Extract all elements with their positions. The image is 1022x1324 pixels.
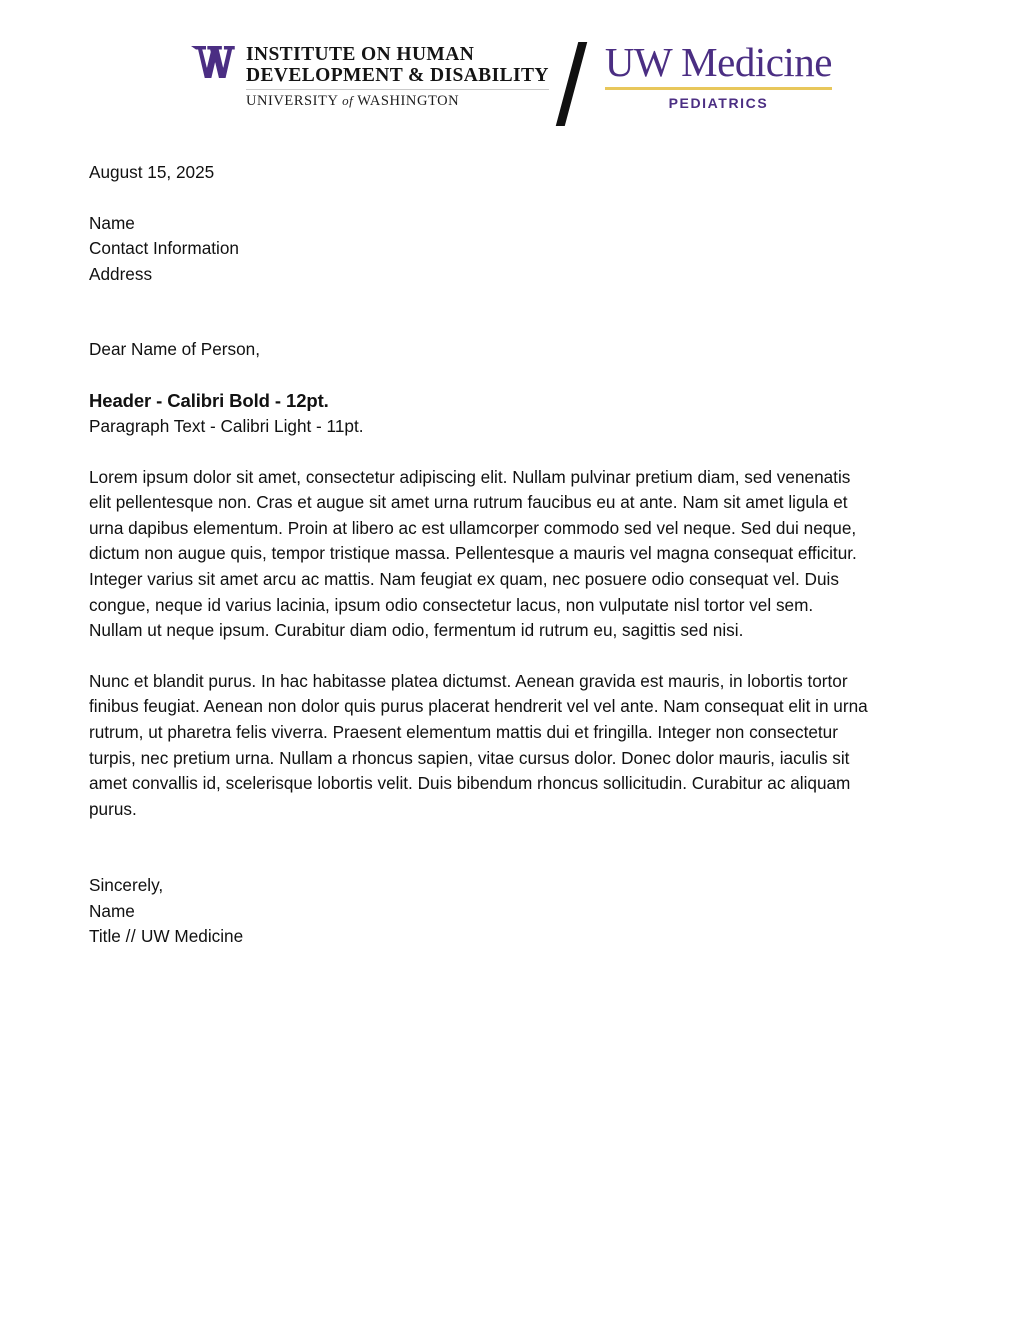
section-header: Header - Calibri Bold - 12pt. <box>89 389 329 411</box>
slash-divider-icon <box>556 42 588 126</box>
ihdd-washington-word: WASHINGTON <box>357 93 460 109</box>
letter-salutation: Dear Name of Person, <box>89 339 260 360</box>
letterhead <box>0 30 1022 128</box>
section-subtext: Paragraph Text - Calibri Light - 11pt. <box>89 415 364 436</box>
signature-separator: // <box>125 926 137 947</box>
ihdd-line-1: INSTITUTE ON HUMAN <box>245 44 475 65</box>
gold-rule <box>605 87 832 90</box>
signature-block <box>89 873 871 950</box>
uw-medicine-department: PEDIATRICS <box>668 95 769 111</box>
ihdd-university-word: UNIVERSITY <box>245 93 338 109</box>
ihdd-logo-lockup <box>190 30 549 110</box>
recipient-name: Name <box>89 212 135 233</box>
logo-divider <box>549 30 605 128</box>
uw-medicine-wordmark: UW Medicine <box>604 39 833 85</box>
ihdd-wordmark <box>246 44 549 110</box>
signature-title-org <box>89 924 871 950</box>
body-paragraph-2: Nunc et blandit purus. In hac habitasse platea dictumst. Aenean gravida est mauris, in lobortis tortor finibus feugiat. Aenean non dolor quis purus placerat hendrerit vel vel ante. Nam consequat elit in urna rutrum, ut pharetra felis viverra. Praesent elementum mattis dui et fringilla. Integer non consectetur turpis, nec pretium urna. Nullam a rhoncus sapien, vitae cursus dolor. Donec dolor mauris, iaculis sit amet convallis id, scelerisque lobortis velit. Duis bibendum rhoncus sollicitudin. Curabitur ac aliquam purus. <box>89 670 868 819</box>
signature-closing: Sincerely, <box>89 875 164 896</box>
recipient-contact: Contact Information <box>89 238 239 259</box>
ihdd-university-of: of <box>342 93 354 108</box>
letter-body <box>89 160 871 950</box>
spacer-after-recipient <box>89 287 871 337</box>
recipient-address: Address <box>89 263 153 284</box>
signature-title: Title <box>89 926 121 947</box>
ihdd-line-2: DEVELOPMENT & DISABILITY <box>245 65 549 86</box>
uw-w-logo-icon <box>190 44 236 78</box>
signature-org: UW Medicine <box>140 926 244 947</box>
signature-name: Name <box>89 900 135 921</box>
spacer-between-paragraphs <box>89 644 871 669</box>
body-paragraph-1: Lorem ipsum dolor sit amet, consectetur adipiscing elit. Nullam pulvinar pretium diam, sed venenatis elit pellentesque non. Cras et augue sit amet urna rutrum faucibus eu at ante. Nam sit amet ligula et urna dapibus elementum. Proin at libero ac est ullamcorper commodo sed vel neque. Sed dui neque, dictum non augue quis, tempor tristique massa. Pellentesque a mauris vel magna consequat efficitur. Integer varius sit amet arcu ac mattis. Nam feugiat ex quam, nec posuere odio consequat vel. Duis congue, neque id varius lacinia, ipsum odio consectetur lacus, non vulputate nisl tortor vel sem. Nullam ut neque ipsum. Curabitur diam odio, fermentum id rutrum eu, sagittis sed nisi. <box>89 466 857 641</box>
recipient-block <box>89 211 871 288</box>
uw-medicine-logo-lockup <box>605 30 832 111</box>
spacer-after-salutation <box>89 363 871 388</box>
letter-date: August 15, 2025 <box>89 162 215 182</box>
ihdd-university-line <box>246 92 459 110</box>
spacer-before-paragraph-1 <box>89 440 871 465</box>
spacer-after-date <box>89 186 871 211</box>
ihdd-divider-rule <box>246 89 549 90</box>
spacer-before-signature <box>89 822 871 873</box>
